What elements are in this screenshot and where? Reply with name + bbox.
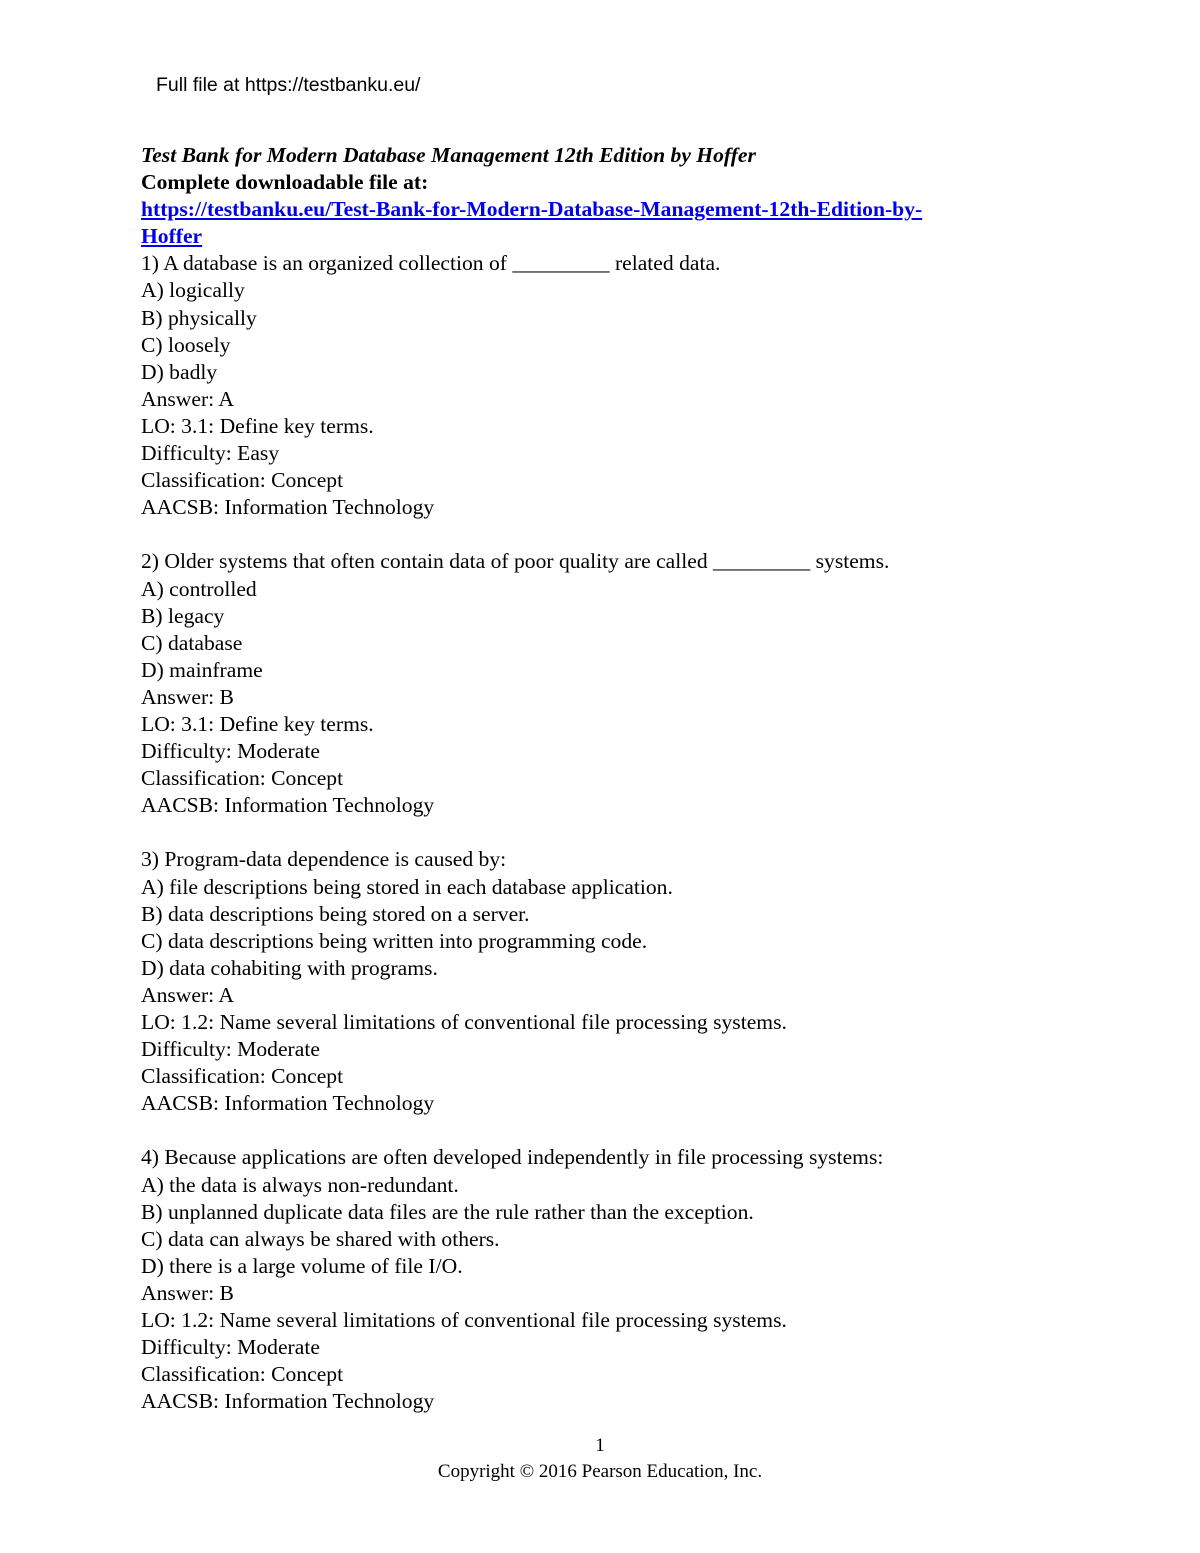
option-a: A) controlled [141,576,257,601]
classification: Classification: Concept [141,1362,344,1387]
spacer [141,819,1061,846]
classification: Classification: Concept [141,766,344,791]
option-b: B) unplanned duplicate data files are the rule rather than the exception. [141,1199,754,1224]
question-2 [141,548,1061,819]
copyright-notice: Copyright © 2016 Pearson Education, Inc. [437,1461,763,1482]
aacsb: AACSB: Information Technology [141,1091,435,1116]
question-3 [141,846,1061,1117]
download-link-line-2[interactable]: Hoffer [141,224,203,249]
spacer [141,1117,1061,1144]
aacsb: AACSB: Information Technology [141,1389,435,1414]
option-a: A) the data is always non-redundant. [141,1172,459,1197]
option-c: C) database [141,630,243,655]
option-d: D) badly [141,359,218,384]
page-number: 1 [595,1435,605,1456]
question-prompt: 1) A database is an organized collection of _________ related data. [141,251,721,276]
question-1 [141,250,1061,521]
question-prompt: 3) Program-data dependence is caused by: [141,847,507,872]
difficulty: Difficulty: Easy [141,441,280,466]
difficulty: Difficulty: Moderate [141,1335,320,1360]
difficulty: Difficulty: Moderate [141,1037,320,1062]
classification: Classification: Concept [141,468,344,493]
question-prompt: 2) Older systems that often contain data of poor quality are called _________ systems. [141,549,890,574]
answer: Answer: B [141,1280,234,1305]
spacer [141,521,1061,548]
option-a: A) logically [141,278,245,303]
option-b: B) legacy [141,603,225,628]
difficulty: Difficulty: Moderate [141,739,320,764]
document-title: Test Bank for Modern Database Management 12th Edition by Hoffer [141,143,756,167]
answer: Answer: A [141,982,234,1007]
header-note: Full file at https://testbanku.eu/ [156,74,421,96]
document-subtitle: Complete downloadable file at: [141,170,429,195]
option-d: D) data cohabiting with programs. [141,955,438,980]
learning-objective: LO: 1.2: Name several limitations of conventional file processing systems. [141,1010,787,1034]
option-c: C) data can always be shared with others. [141,1226,500,1251]
download-link-line-1[interactable]: https://testbanku.eu/Test-Bank-for-Modern-Database-Management-12th-Edition-by- [141,197,923,222]
download-link[interactable] [141,196,1061,250]
option-b: B) data descriptions being stored on a server. [141,901,530,926]
classification: Classification: Concept [141,1064,344,1089]
aacsb: AACSB: Information Technology [141,495,435,520]
answer: Answer: A [141,386,234,411]
learning-objective: LO: 3.1: Define key terms. [141,413,374,438]
learning-objective: LO: 1.2: Name several limitations of conventional file processing systems. [141,1308,787,1333]
learning-objective: LO: 3.1: Define key terms. [141,711,374,736]
option-d: D) mainframe [141,657,263,682]
option-a: A) file descriptions being stored in each database application. [141,874,673,899]
question-prompt: 4) Because applications are often developed independently in file processing systems: [141,1145,884,1170]
option-b: B) physically [141,305,257,330]
aacsb: AACSB: Information Technology [141,793,435,818]
option-d: D) there is a large volume of file I/O. [141,1253,463,1278]
document-body [141,142,1061,1415]
option-c: C) data descriptions being written into programming code. [141,928,648,953]
answer: Answer: B [141,684,234,709]
option-c: C) loosely [141,332,231,357]
question-4 [141,1144,1061,1415]
